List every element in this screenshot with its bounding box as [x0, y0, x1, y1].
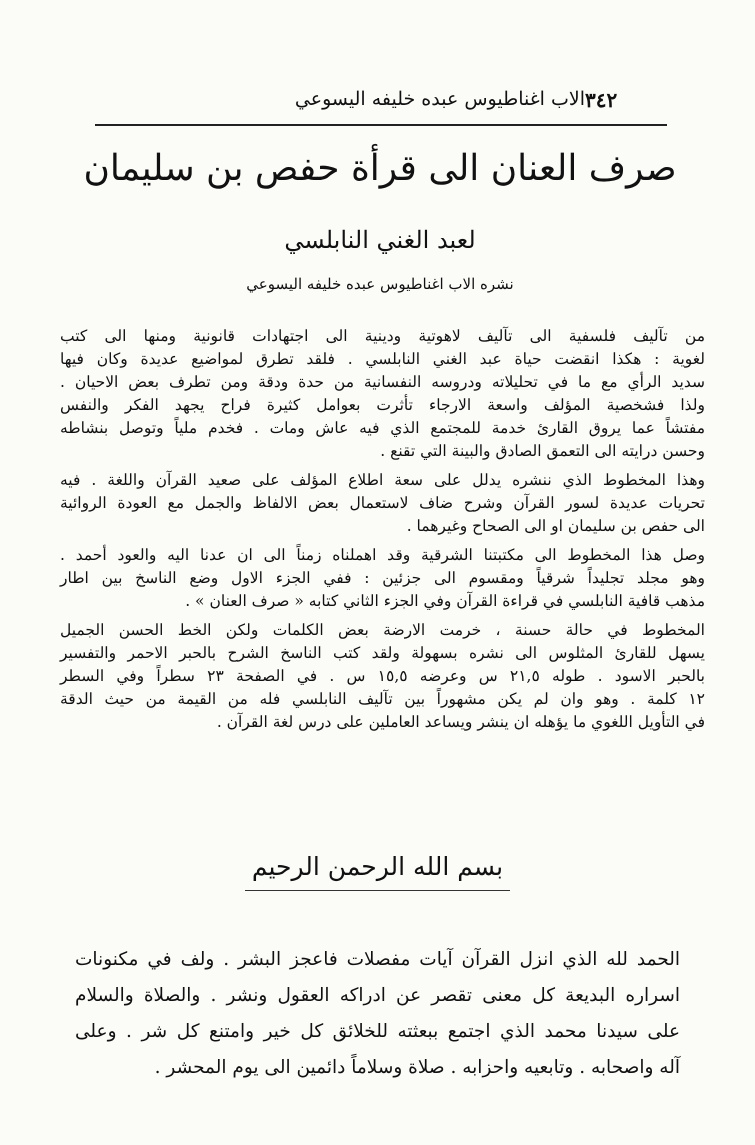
text-line: على سيدنا محمد الذي اجتمع ببعثته للخلائق كل خير وامتنع كل شر . وعلى — [75, 1021, 680, 1042]
text-line: وهذا المخطوط الذي ننشره يدلل على سعة اطلاع المؤلف على صعيد القرآن واللغة . فيه — [60, 471, 705, 489]
text-line: مفتشاً عما يروق القارئ خدمة للمجتمع الذي فيه عاش ومات . فخدم ملياً وتوصل بنشاطه — [60, 419, 705, 437]
text-line: آله واصحابه . وتابعيه واحزابه . صلاة وسلاماً دائمين الى يوم المحشر . — [154, 1057, 680, 1078]
intro-paragraph — [60, 469, 705, 538]
text-line: ١٢ كلمة . وهو وان لم يكن مشهوراً بين تآليف النابلسي فله من القيمة من حيث الدقة — [60, 690, 705, 708]
text-line: لغوية : هكذا انقضت حياة عبد الغني النابلسي . فلقد تطرق لمواضيع عديدة وكان فيها — [60, 350, 705, 368]
text-line: سديد الرأي مع ما في تحليلاته ودروسه النفسانية من حدة ودقة ومن تطرف بعض الاحيان . — [60, 373, 705, 391]
text-line: تحريات عديدة لسور القرآن وشرح ضاف لاستعمال بعض الالفاظ والجمل مع العودة الروائية — [60, 494, 705, 512]
intro-paragraph — [60, 325, 705, 463]
text-line: وحسن درايته الى التعمق الصادق والبينة التي تقنع . — [380, 442, 705, 460]
text-line: في التأويل اللغوي ما يؤهله ان ينشر ويساعد العاملين على درس لغة القرآن . — [216, 713, 705, 731]
basmala-underline — [245, 890, 510, 891]
text-line: من تآليف فلسفية الى تآليف لاهوتية ودينية الى اجتهادات قانونية ومنها الى كتب — [60, 327, 705, 345]
page-number: ٣٤٢ — [585, 88, 618, 112]
header-rule — [95, 124, 667, 126]
text-line: يسهل للقارئ المثلوس الى نشره بسهولة ولقد كتب الناسخ الشرح بالحبر الاحمر والتفسير — [60, 644, 705, 662]
text-line: المخطوط في حالة حسنة ، خرمت الارضة بعض الكلمات ولكن الخط الحسن الجميل — [60, 621, 705, 639]
text-line: اسراره البديعة كل معنى تقصر عن ادراكه العقول ونشر . والصلاة والسلام — [75, 985, 680, 1006]
text-line: وصل هذا المخطوط الى مكتبتنا الشرقية وقد اهملناه زمناً الى ان عدنا اليه والعود أحمد . — [60, 546, 705, 564]
basmala: بسم الله الرحمن الرحيم — [251, 852, 504, 881]
intro-paragraph — [60, 544, 705, 613]
introduction — [60, 325, 705, 740]
article-title: صرف العنان الى قرأة حفص بن سليمان — [83, 148, 677, 189]
intro-paragraph — [60, 619, 705, 734]
running-head: الاب اغناطيوس عبده خليفه اليسوعي — [294, 88, 585, 110]
text-line: الحمد لله الذي انزل القرآن آيات مفصلات فاعجز البشر . ولف في مكنونات — [75, 949, 680, 970]
text-line: بالحبر الاسود . طوله ٢١,٥ س وعرضه ١٥,٥ س . في الصفحة ٢٣ سطراً وفي السطر — [60, 667, 705, 685]
manuscript-text — [75, 942, 680, 1086]
author-line: لعبد الغني النابلسي — [284, 226, 476, 254]
text-line: وهو مجلد تجليداً شرقياً ومقسوم الى جزئين : ففي الجزء الاول وضع الناسخ بين اطار — [60, 569, 705, 587]
text-line: الى حفص بن سليمان او الى الصحاح وغيرهما . — [406, 517, 705, 535]
editor-line: نشره الاب اغناطيوس عبده خليفه اليسوعي — [246, 275, 514, 293]
text-line: ولذا فشخصية المؤلف واسعة الارجاء تأثرت بعوامل كثيرة فراح يجهد الفكر والنفس — [60, 396, 705, 414]
text-line: مذهب قافية النابلسي في قراءة القرآن وفي الجزء الثاني كتابه « صرف العنان » . — [185, 592, 705, 610]
